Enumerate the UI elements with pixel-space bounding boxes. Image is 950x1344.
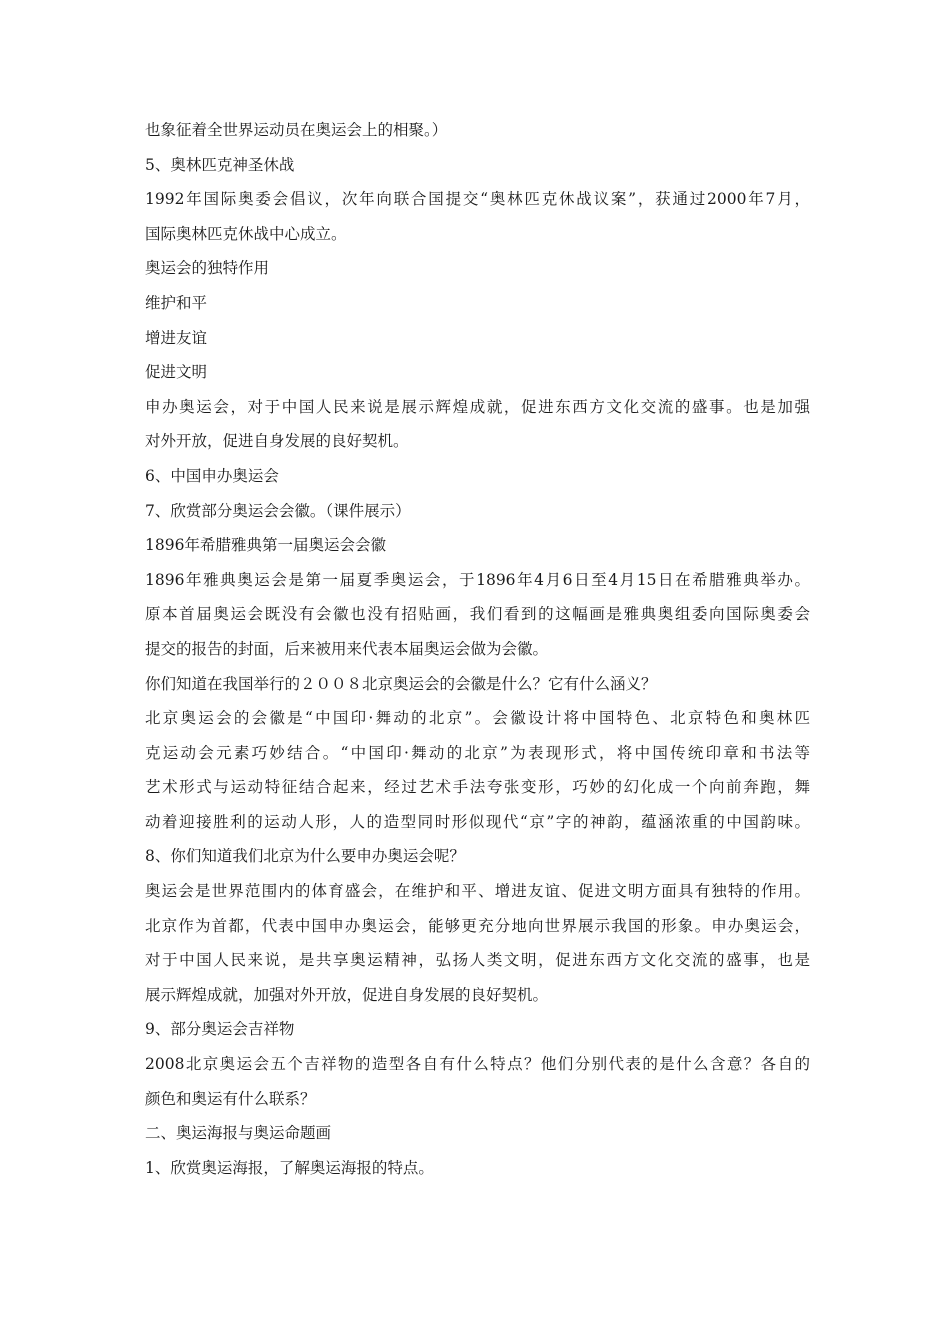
text-line: 奥运会是世界范围内的体育盛会，在维护和平、增进友谊、促进文明方面具有独特的作用。 (145, 882, 810, 901)
section-heading: 1、欣赏奥运海报，了解奥运海报的特点。 (145, 1158, 434, 1177)
text-line: 颜色和奥运有什么联系？ (145, 1089, 316, 1108)
subheading: 1896年希腊雅典第一届奥运会会徽 (145, 536, 386, 555)
section-heading: 8、你们知道我们北京为什么要申办奥运会呢？ (145, 847, 465, 866)
text-line: 艺术形式与运动特征结合起来，经过艺术手法夸张变形，巧妙的幻化成一个向前奔跑，舞 (145, 778, 810, 797)
text-line: 对外开放，促进自身发展的良好契机。 (145, 432, 409, 451)
text-line: 北京作为首都，代表中国申办奥运会，能够更充分地向世界展示我国的形象。申办奥运会， (145, 916, 810, 935)
section-heading: 7、欣赏部分奥运会会徽。（课件展示） (145, 501, 411, 520)
list-item: 维护和平 (145, 293, 208, 312)
text-line: 国际奥林匹克休战中心成立。 (145, 224, 347, 243)
section-heading: 二、奥运海报与奥运命题画 (145, 1124, 332, 1143)
section-heading: 9、部分奥运会吉祥物 (145, 1020, 295, 1039)
text-line: 对于中国人民来说，是共享奥运精神，弘扬人类文明，促进东西方文化交流的盛事，也是 (145, 951, 810, 970)
section-heading: 5、奥林匹克神圣休战 (145, 155, 295, 174)
text-line: 1896年雅典奥运会是第一届夏季奥运会，于1896年4月6日至4月15日在希腊雅典举办。 (145, 570, 810, 589)
text-line: 北京奥运会的会徽是“中国印·舞动的北京”。会徽设计将中国特色、北京特色和奥林匹 (145, 709, 810, 728)
text-line: 原本首届奥运会既没有会徽也没有招贴画，我们看到的这幅画是雅典奥组委向国际奥委会 (145, 605, 810, 624)
text-line: 1992年国际奥委会倡议，次年向联合国提交“奥林匹克休战议案”，获通过2000年7月， (145, 190, 810, 209)
text-line: 动着迎接胜利的运动人形，人的造型同时形似现代“京”字的神韵，蕴涵浓重的中国韵味。 (145, 812, 810, 831)
text-line: 也象征着全世界运动员在奥运会上的相聚。） (145, 121, 448, 139)
question-line: 你们知道在我国举行的２００８北京奥运会的会徽是什么？它有什么涵义？ (145, 674, 657, 693)
section-heading: 6、中国申办奥运会 (145, 466, 279, 485)
text-line: 2008北京奥运会五个吉祥物的造型各自有什么特点？他们分别代表的是什么含意？各自的 (145, 1055, 810, 1074)
text-line: 克运动会元素巧妙结合。“中国印·舞动的北京”为表现形式，将中国传统印章和书法等 (145, 743, 810, 762)
list-item: 增进友谊 (145, 328, 208, 347)
list-item: 促进文明 (145, 363, 208, 382)
text-line: 申办奥运会，对于中国人民来说是展示辉煌成就，促进东西方文化交流的盛事。也是加强 (145, 397, 810, 416)
text-line: 展示辉煌成就，加强对外开放，促进自身发展的良好契机。 (145, 985, 549, 1004)
subheading: 奥运会的独特作用 (145, 259, 270, 278)
text-line: 提交的报告的封面，后来被用来代表本届奥运会做为会徽。 (145, 639, 549, 658)
document-body (145, 113, 810, 1185)
